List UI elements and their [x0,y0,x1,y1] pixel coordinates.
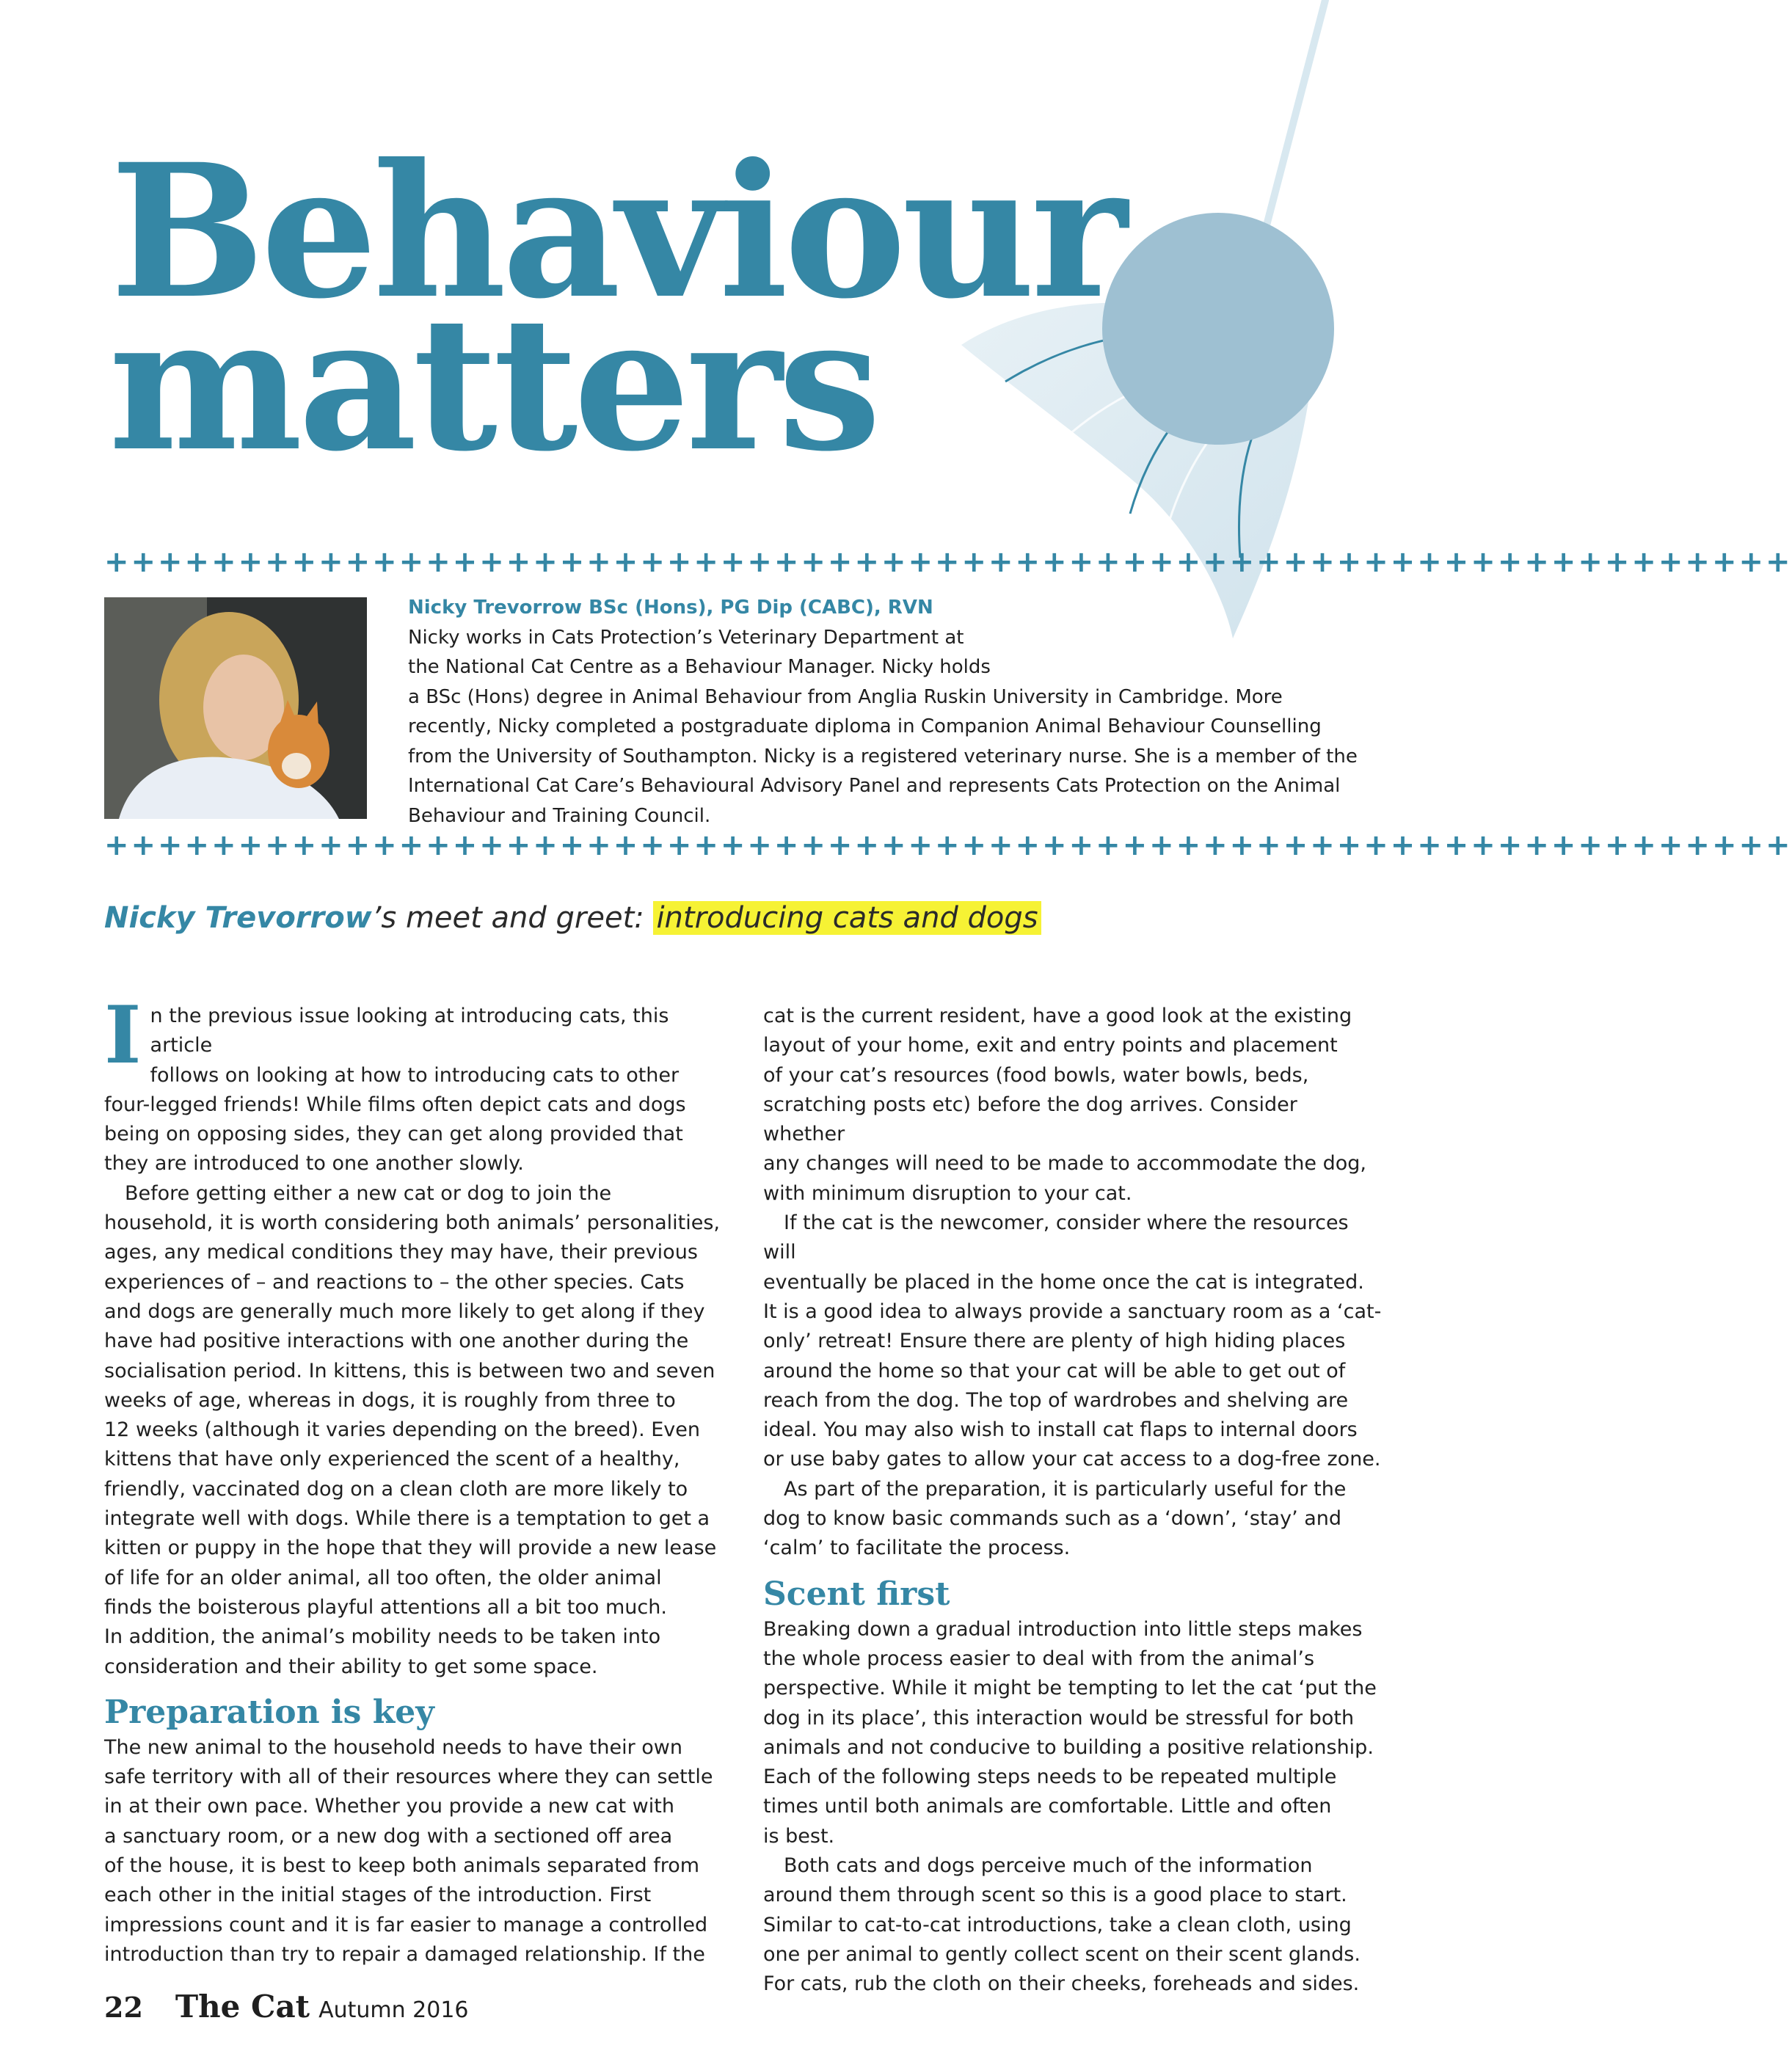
body-line: in at their own pace. Whether you provide a new cat with [104,1795,674,1818]
title-line-2: matters [109,276,877,492]
body-line: dog to know basic commands such as a ‘down’, ‘stay’ and [763,1507,1342,1531]
body-line: integrate well with dogs. While there is a temptation to get a [104,1507,710,1531]
body-line: or use baby gates to allow your cat access to a dog-free zone. [763,1448,1381,1471]
body-line: In addition, the animal’s mobility needs to be taken into [104,1625,661,1649]
body-line: friendly, vaccinated dog on a clean cloth are more likely to [104,1477,688,1501]
magazine-name: The Cat [175,1989,310,2025]
body-line: eventually be placed in the home once the cat is integrated. [763,1270,1364,1294]
body-line: and dogs are generally much more likely to get along if they [104,1300,705,1323]
heading-preparation: Preparation is key [104,1693,434,1731]
body-line: layout of your home, exit and entry points and placement [763,1034,1338,1057]
bio-line: Behaviour and Training Council. [408,804,711,827]
body-line: is best. [763,1824,835,1848]
body-line: household, it is worth considering both animals’ personalities, [104,1211,721,1235]
body-line: ideal. You may also wish to install cat flaps to internal doors [763,1418,1358,1442]
body-line: Before getting either a new cat or dog to join the [125,1181,612,1205]
body-line: safe territory with all of their resources where they can settle [104,1765,713,1789]
bio-line: a BSc (Hons) degree in Animal Behaviour from Anglia Ruskin University in Cambridge. More [408,685,1283,708]
body-line: kitten or puppy in the hope that they will provide a new lease [104,1537,717,1560]
body-line: one per animal to gently collect scent on their scent glands. [763,1942,1361,1966]
body-line: finds the boisterous playful attentions all a bit too much. [104,1595,667,1619]
author-bio [408,593,1384,831]
body-line: any changes will need to be made to accommodate the dog, [763,1152,1366,1176]
bio-line: Nicky works in Cats Protection’s Veterinary Department at [408,626,964,649]
body-line: have had positive interactions with one another during the [104,1330,689,1353]
divider-top: +++++++++++++++++++++++++++++++++++++++++++++++++++++++++++++++ [104,545,1792,579]
body-line: experiences of – and reactions to – the other species. Cats [104,1270,685,1294]
body-line: four-legged friends! While films often depict cats and dogs [104,1093,686,1116]
body-line: around the home so that your cat will be able to get out of [763,1359,1346,1382]
body-line: they are introduced to one another slowly. [104,1152,524,1176]
body-line: of the house, it is best to keep both animals separated from [104,1854,700,1878]
body-line: scratching posts etc) before the dog arrives. Consider whether [763,1093,1297,1146]
body-line: Similar to cat-to-cat introductions, take a clean cloth, using [763,1913,1352,1936]
body-line: Both cats and dogs perceive much of the information [784,1854,1313,1878]
body-line: impressions count and it is far easier to manage a controlled [104,1913,708,1936]
body-line: reach from the dog. The top of wardrobes and shelving are [763,1388,1349,1412]
body-line: ‘calm’ to facilitate the process. [763,1537,1071,1560]
page-footer [104,1989,469,2025]
body-line: dog in its place’, this interaction would be stressful for both [763,1706,1355,1730]
body-line: As part of the preparation, it is particularly useful for the [784,1477,1347,1501]
body-line: 12 weeks (although it varies depending on the breed). Even [104,1418,700,1442]
article-column-2 [763,1002,1383,2000]
title-line-1: Behaviour [110,123,1123,339]
body-line: If the cat is the newcomer, consider where the resources will [763,1211,1349,1264]
bio-line: recently, Nicky completed a postgraduate diploma in Companion Animal Behaviour Counselling [408,715,1322,737]
bio-line: International Cat Care’s Behavioural Advisory Panel and represents Cats Protection on the Animal [408,775,1341,797]
standfirst-text: ’s meet and greet: [371,901,654,935]
body-line: kittens that have only experienced the scent of a healthy, [104,1448,680,1471]
body-line: For cats, rub the cloth on their cheeks, foreheads and sides. [763,1972,1360,1996]
body-line: the whole process easier to deal with from the animal’s [763,1647,1315,1670]
drop-cap: I [104,989,142,1082]
body-line: a sanctuary room, or a new dog with a sectioned off area [104,1824,673,1848]
bio-name: Nicky Trevorrow BSc (Hons), PG Dip (CABC), RVN [408,597,933,619]
body-line: socialisation period. In kittens, this is between two and seven [104,1359,715,1382]
body-line: Breaking down a gradual introduction into little steps makes [763,1617,1363,1641]
page-number: 22 [104,1991,143,2024]
body-line: weeks of age, whereas in dogs, it is roughly from three to [104,1388,676,1412]
body-line: consideration and their ability to get some space. [104,1655,598,1678]
body-line: around them through scent so this is a good place to start. [763,1884,1347,1907]
article-column-1 [104,989,724,1969]
bio-line: the National Cat Centre as a Behaviour Manager. Nicky holds [408,656,991,678]
heading-scent-first: Scent first [763,1575,950,1613]
body-line: of your cat’s resources (food bowls, water bowls, beds, [763,1063,1309,1087]
divider-bottom: +++++++++++++++++++++++++++++++++++++++++++++++++++++++++++++++ [104,828,1792,862]
body-line: ages, any medical conditions they may have, their previous [104,1241,698,1264]
standfirst-highlight: introducing cats and dogs [653,901,1041,935]
body-line: n the previous issue looking at introducing cats, this article [150,1005,669,1057]
body-line: The new animal to the household needs to have their own [104,1735,682,1759]
body-line: of life for an older animal, all too often, the older animal [104,1566,662,1589]
body-line: with minimum disruption to your cat. [763,1181,1132,1205]
body-line: cat is the current resident, have a good look at the existing [763,1005,1352,1027]
body-line: perspective. While it might be tempting to let the cat ‘put the [763,1677,1377,1700]
body-line: It is a good idea to always provide a sanctuary room as a ‘cat- [763,1300,1382,1323]
body-line: animals and not conducive to building a positive relationship. [763,1735,1374,1759]
author-photo [104,597,367,819]
standfirst-author: Nicky Trevorrow [104,901,372,935]
issue-label: Autumn 2016 [318,1997,469,2023]
bio-line: from the University of Southampton. Nicky is a registered veterinary nurse. She is a member of the [408,745,1358,768]
body-line: being on opposing sides, they can get along provided that [104,1123,683,1146]
article-standfirst [104,901,1041,935]
body-line: follows on looking at how to introducing cats to other [150,1063,680,1087]
body-line: introduction than try to repair a damaged relationship. If the [104,1942,705,1966]
body-line: each other in the initial stages of the introduction. First [104,1884,652,1907]
body-line: Each of the following steps needs to be repeated multiple [763,1765,1337,1789]
body-line: times until both animals are comfortable. Little and often [763,1795,1332,1818]
body-line: only’ retreat! Ensure there are plenty of high hiding places [763,1330,1346,1353]
